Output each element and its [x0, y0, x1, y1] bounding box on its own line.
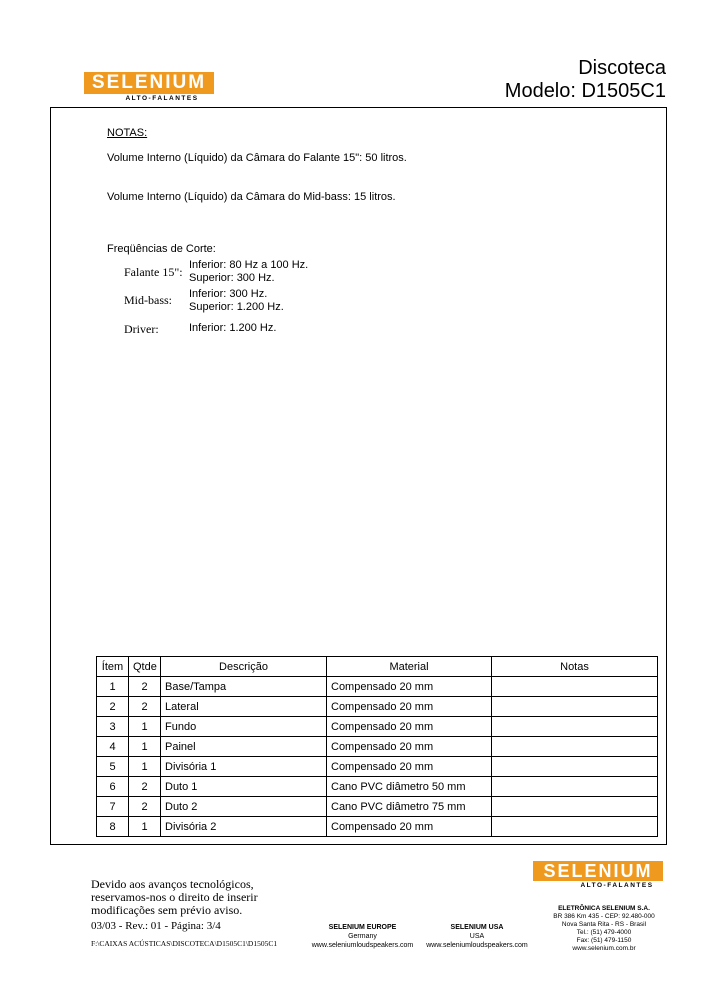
company-name: ELETRÔNICA SELENIUM S.A. [558, 905, 650, 912]
table-row [97, 737, 658, 757]
cell-item: 8 [97, 817, 129, 837]
document-title: Discoteca [578, 57, 666, 79]
cell-item: 3 [97, 717, 129, 737]
cell-material: Cano PVC diâmetro 50 mm [327, 777, 492, 797]
cell-material: Compensado 20 mm [327, 717, 492, 737]
freq-values-driver [189, 322, 276, 335]
table-row [97, 797, 658, 817]
cell-description: Lateral [161, 697, 327, 717]
table-header-row [97, 657, 658, 677]
freq-line: Superior: 300 Hz. [189, 272, 275, 284]
office-country: USA [469, 933, 485, 940]
cell-material: Compensado 20 mm [327, 677, 492, 697]
notes-heading: NOTAS: [107, 127, 148, 139]
cell-item: 5 [97, 757, 129, 777]
freq-values-midbass [189, 288, 284, 314]
freq-label-driver: Driver: [124, 322, 159, 336]
company-line: Tel.: (51) 479-4000 [576, 929, 632, 936]
table-row [97, 757, 658, 777]
file-path: F:\CAIXAS ACÚSTICAS\DISCOTECA\D1505C1\D1505C1 [91, 939, 278, 948]
cell-notes [492, 817, 658, 837]
col-header-notes: Notas [492, 657, 658, 677]
company-line: www.selenium.com.br [572, 945, 636, 952]
cell-qty: 1 [129, 717, 161, 737]
company-line: Fax: (51) 479-1150 [576, 937, 632, 944]
selenium-logo-top [84, 72, 214, 102]
cell-description: Duto 1 [161, 777, 327, 797]
col-header-material: Material [327, 657, 492, 677]
cell-qty: 2 [129, 777, 161, 797]
cell-material: Compensado 20 mm [327, 697, 492, 717]
disclaimer-line: Devido aos avanços tecnológicos, [91, 877, 254, 891]
model-title: Modelo: D1505C1 [504, 80, 666, 102]
cell-description: Base/Tampa [161, 677, 327, 697]
table-row [97, 777, 658, 797]
logo-subtitle: ALTO-FALANTES [125, 95, 199, 102]
freq-values-woofer [189, 259, 308, 285]
freq-line: Inferior: 300 Hz. [189, 288, 268, 300]
selenium-logo-bottom [533, 861, 663, 889]
company-line: BR 386 Km 435 - CEP: 92.480-000 [553, 913, 655, 920]
cell-qty: 2 [129, 677, 161, 697]
col-header-item: Ítem [97, 657, 129, 677]
logo-wordmark: SELENIUM [84, 72, 214, 94]
parts-table [96, 656, 658, 837]
cell-notes [492, 717, 658, 737]
company-line: Nova Santa Rita - RS - Brasil [561, 921, 647, 928]
cell-description: Painel [161, 737, 327, 757]
table-row [97, 717, 658, 737]
office-usa [421, 923, 533, 950]
disclaimer [91, 878, 258, 917]
col-header-description: Descrição [161, 657, 327, 677]
cell-description: Divisória 1 [161, 757, 327, 777]
frequency-heading: Freqüências de Corte: [107, 243, 216, 255]
cell-notes [492, 697, 658, 717]
revision-info: 03/03 - Rev.: 01 - Página: 3/4 [91, 920, 221, 932]
cell-material: Compensado 20 mm [327, 737, 492, 757]
freq-line: Inferior: 80 Hz a 100 Hz. [189, 259, 309, 271]
disclaimer-line: reservamos-nos o direito de inserir [91, 890, 258, 904]
company-info [542, 905, 666, 953]
cell-qty: 2 [129, 797, 161, 817]
office-name: SELENIUM USA [450, 924, 504, 931]
office-name: SELENIUM EUROPE [328, 924, 397, 931]
table-row [97, 697, 658, 717]
cell-description: Fundo [161, 717, 327, 737]
cell-item: 7 [97, 797, 129, 817]
cell-notes [492, 737, 658, 757]
cell-qty: 2 [129, 697, 161, 717]
office-site: www.seleniumloudspeakers.com [311, 942, 414, 949]
note-woofer-volume: Volume Interno (Líquido) da Câmara do Falante 15": 50 litros. [107, 152, 407, 164]
cell-item: 4 [97, 737, 129, 757]
cell-notes [492, 797, 658, 817]
cell-notes [492, 757, 658, 777]
table-row [97, 677, 658, 697]
logo-subtitle: ALTO-FALANTES [580, 882, 654, 889]
cell-item: 6 [97, 777, 129, 797]
freq-label-woofer: Falante 15": [124, 265, 183, 279]
disclaimer-line: modificações sem prévio aviso. [91, 903, 243, 917]
logo-wordmark: SELENIUM [533, 861, 663, 881]
cell-description: Duto 2 [161, 797, 327, 817]
cell-qty: 1 [129, 757, 161, 777]
col-header-qty: Qtde [129, 657, 161, 677]
cell-notes [492, 677, 658, 697]
freq-line: Inferior: 1.200 Hz. [189, 322, 277, 334]
table-row [97, 817, 658, 837]
cell-qty: 1 [129, 737, 161, 757]
note-midbass-volume: Volume Interno (Líquido) da Câmara do Mid-bass: 15 litros. [107, 191, 396, 203]
office-site: www.seleniumloudspeakers.com [426, 942, 528, 949]
office-country: Germany [348, 933, 377, 940]
cell-material: Compensado 20 mm [327, 757, 492, 777]
cell-material: Cano PVC diâmetro 75 mm [327, 797, 492, 817]
cell-description: Divisória 2 [161, 817, 327, 837]
cell-item: 2 [97, 697, 129, 717]
cell-material: Compensado 20 mm [327, 817, 492, 837]
cell-notes [492, 777, 658, 797]
office-europe [296, 923, 429, 950]
freq-line: Superior: 1.200 Hz. [189, 301, 284, 313]
cell-qty: 1 [129, 817, 161, 837]
cell-item: 1 [97, 677, 129, 697]
freq-label-midbass: Mid-bass: [124, 293, 172, 307]
